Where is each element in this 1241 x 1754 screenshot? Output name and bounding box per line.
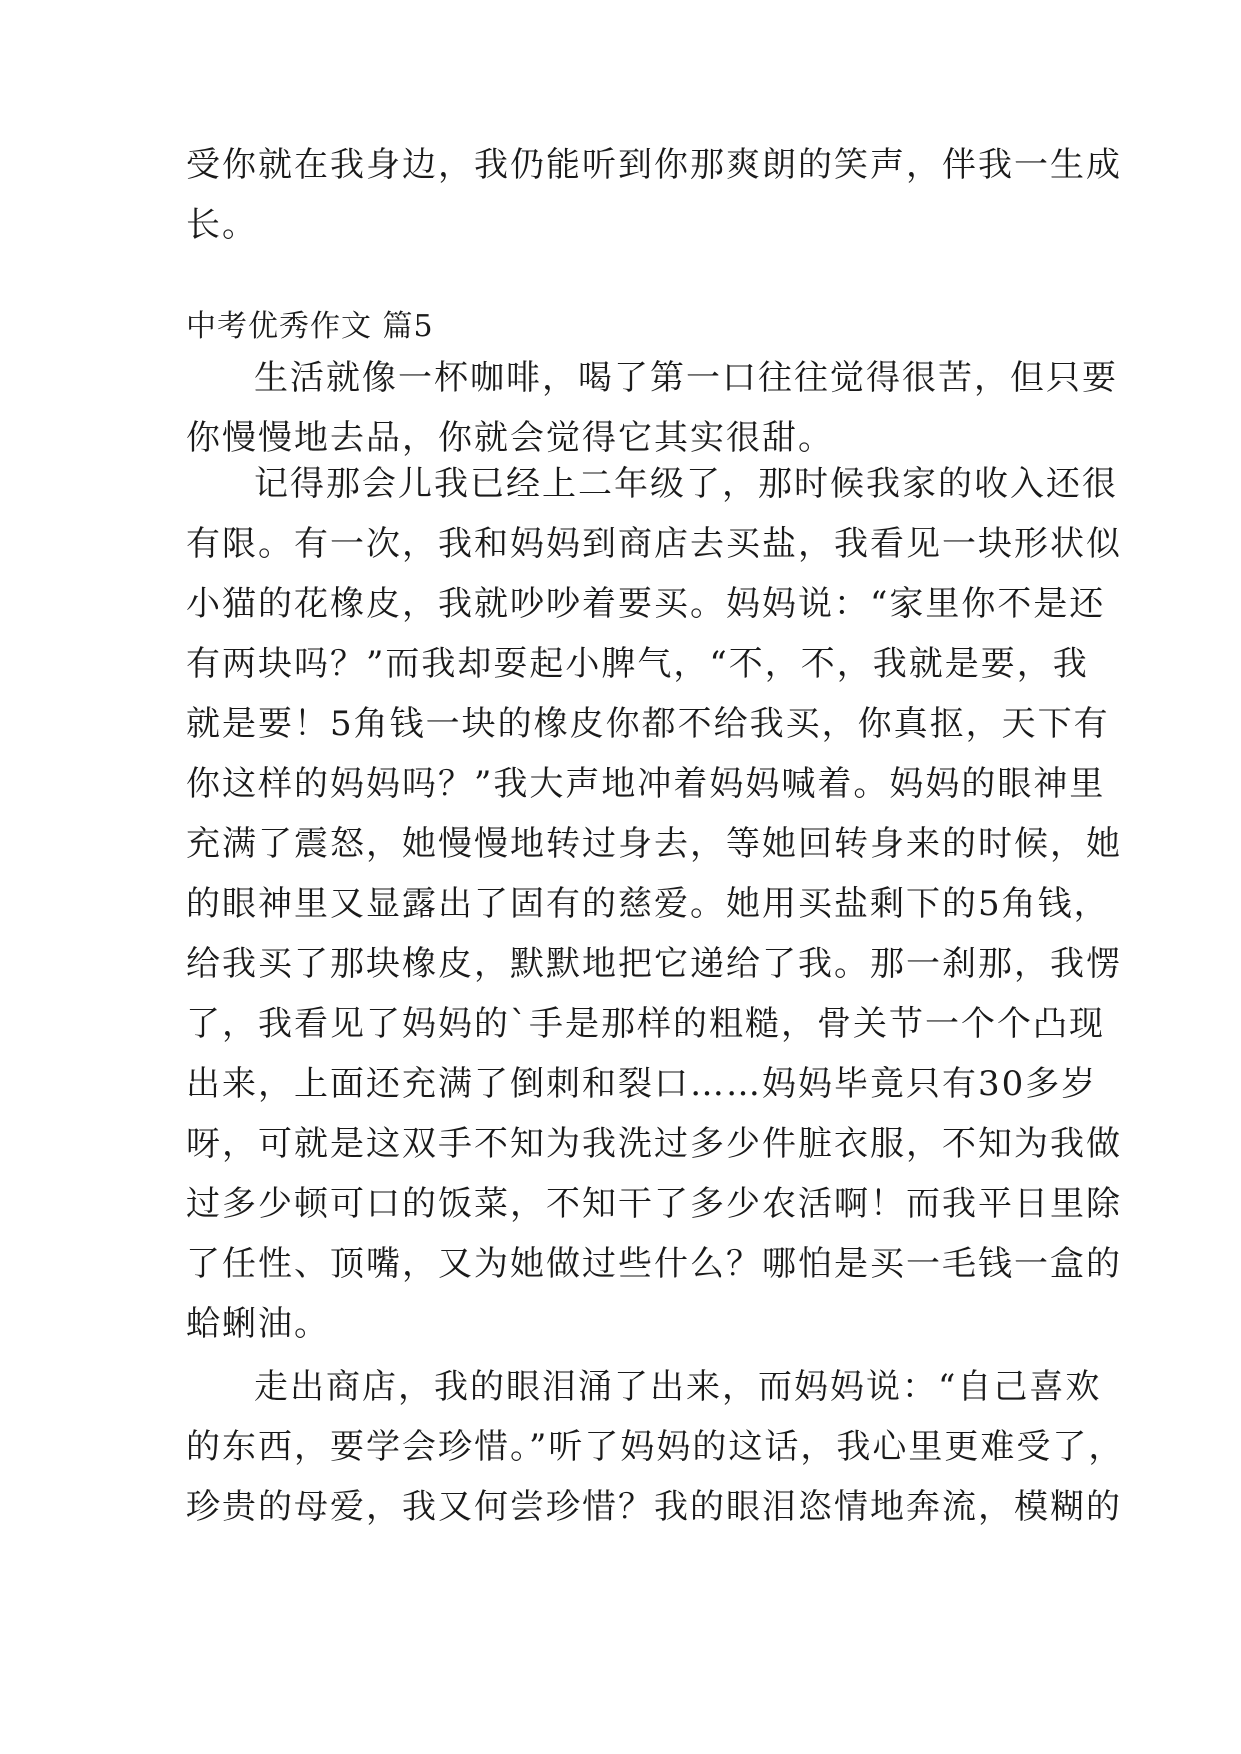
text-line: 呀，可就是这双手不知为我洗过多少件脏衣服，不知为我做: [186, 1124, 1122, 1164]
text-line: 充满了震怒，她慢慢地转过身去，等她回转身来的时候，她: [186, 824, 1122, 864]
text-line: 的东西，要学会珍惜。”听了妈妈的这话，我心里更难受了，: [186, 1427, 1125, 1467]
text-line: 的眼神里又显露出了固有的慈爱。她用买盐剩下的5角钱，: [186, 884, 1110, 924]
text-line: 走出商店，我的眼泪涌了出来，而妈妈说：“自己喜欢: [254, 1367, 1102, 1407]
text-line: 你慢慢地去品，你就会觉得它其实很甜。: [186, 418, 834, 458]
text-line: 生活就像一杯咖啡，喝了第一口往往觉得很苦，但只要: [254, 358, 1118, 398]
text-line: 有限。有一次，我和妈妈到商店去买盐，我看见一块形状似: [186, 524, 1122, 564]
paragraph-3: [186, 1357, 1125, 1537]
text-line: 就是要！5角钱一块的橡皮你都不给我买，你真抠，天下有: [186, 704, 1110, 744]
text-line: 给我买了那块橡皮，默默地把它递给了我。那一刹那，我愣: [186, 944, 1122, 984]
continuation-paragraph: [186, 135, 1122, 255]
text-line: 长。: [186, 205, 258, 245]
text-line: 小猫的花橡皮，我就吵吵着要买。妈妈说：“家里你不是还: [186, 584, 1106, 624]
text-line: 珍贵的母爱，我又何尝珍惜？我的眼泪恣情地奔流，模糊的: [186, 1487, 1122, 1527]
text-line: 出来，上面还充满了倒刺和裂口……妈妈毕竟只有30多岁: [186, 1064, 1098, 1104]
text-line: 有两块吗？”而我却耍起小脾气，“不，不，我就是要，我: [186, 644, 1089, 684]
text-line: 记得那会儿我已经上二年级了，那时候我家的收入还很: [254, 464, 1118, 504]
paragraph-1: [186, 348, 1118, 468]
text-line: 蛤蜊油。: [186, 1304, 330, 1344]
paragraph-2: [186, 454, 1122, 1354]
text-line: 受你就在我身边，我仍能听到你那爽朗的笑声，伴我一生成: [186, 145, 1122, 185]
section-title: 中考优秀作文 篇5: [186, 309, 434, 344]
text-line: 过多少顿可口的饭菜，不知干了多少农活啊！而我平日里除: [186, 1184, 1122, 1224]
text-line: 你这样的妈妈吗？”我大声地冲着妈妈喊着。妈妈的眼神里: [186, 764, 1106, 804]
text-line: 了，我看见了妈妈的`手是那样的粗糙，骨关节一个个凸现: [186, 1004, 1105, 1044]
text-line: 了任性、顶嘴，又为她做过些什么？哪怕是买一毛钱一盒的: [186, 1244, 1122, 1284]
